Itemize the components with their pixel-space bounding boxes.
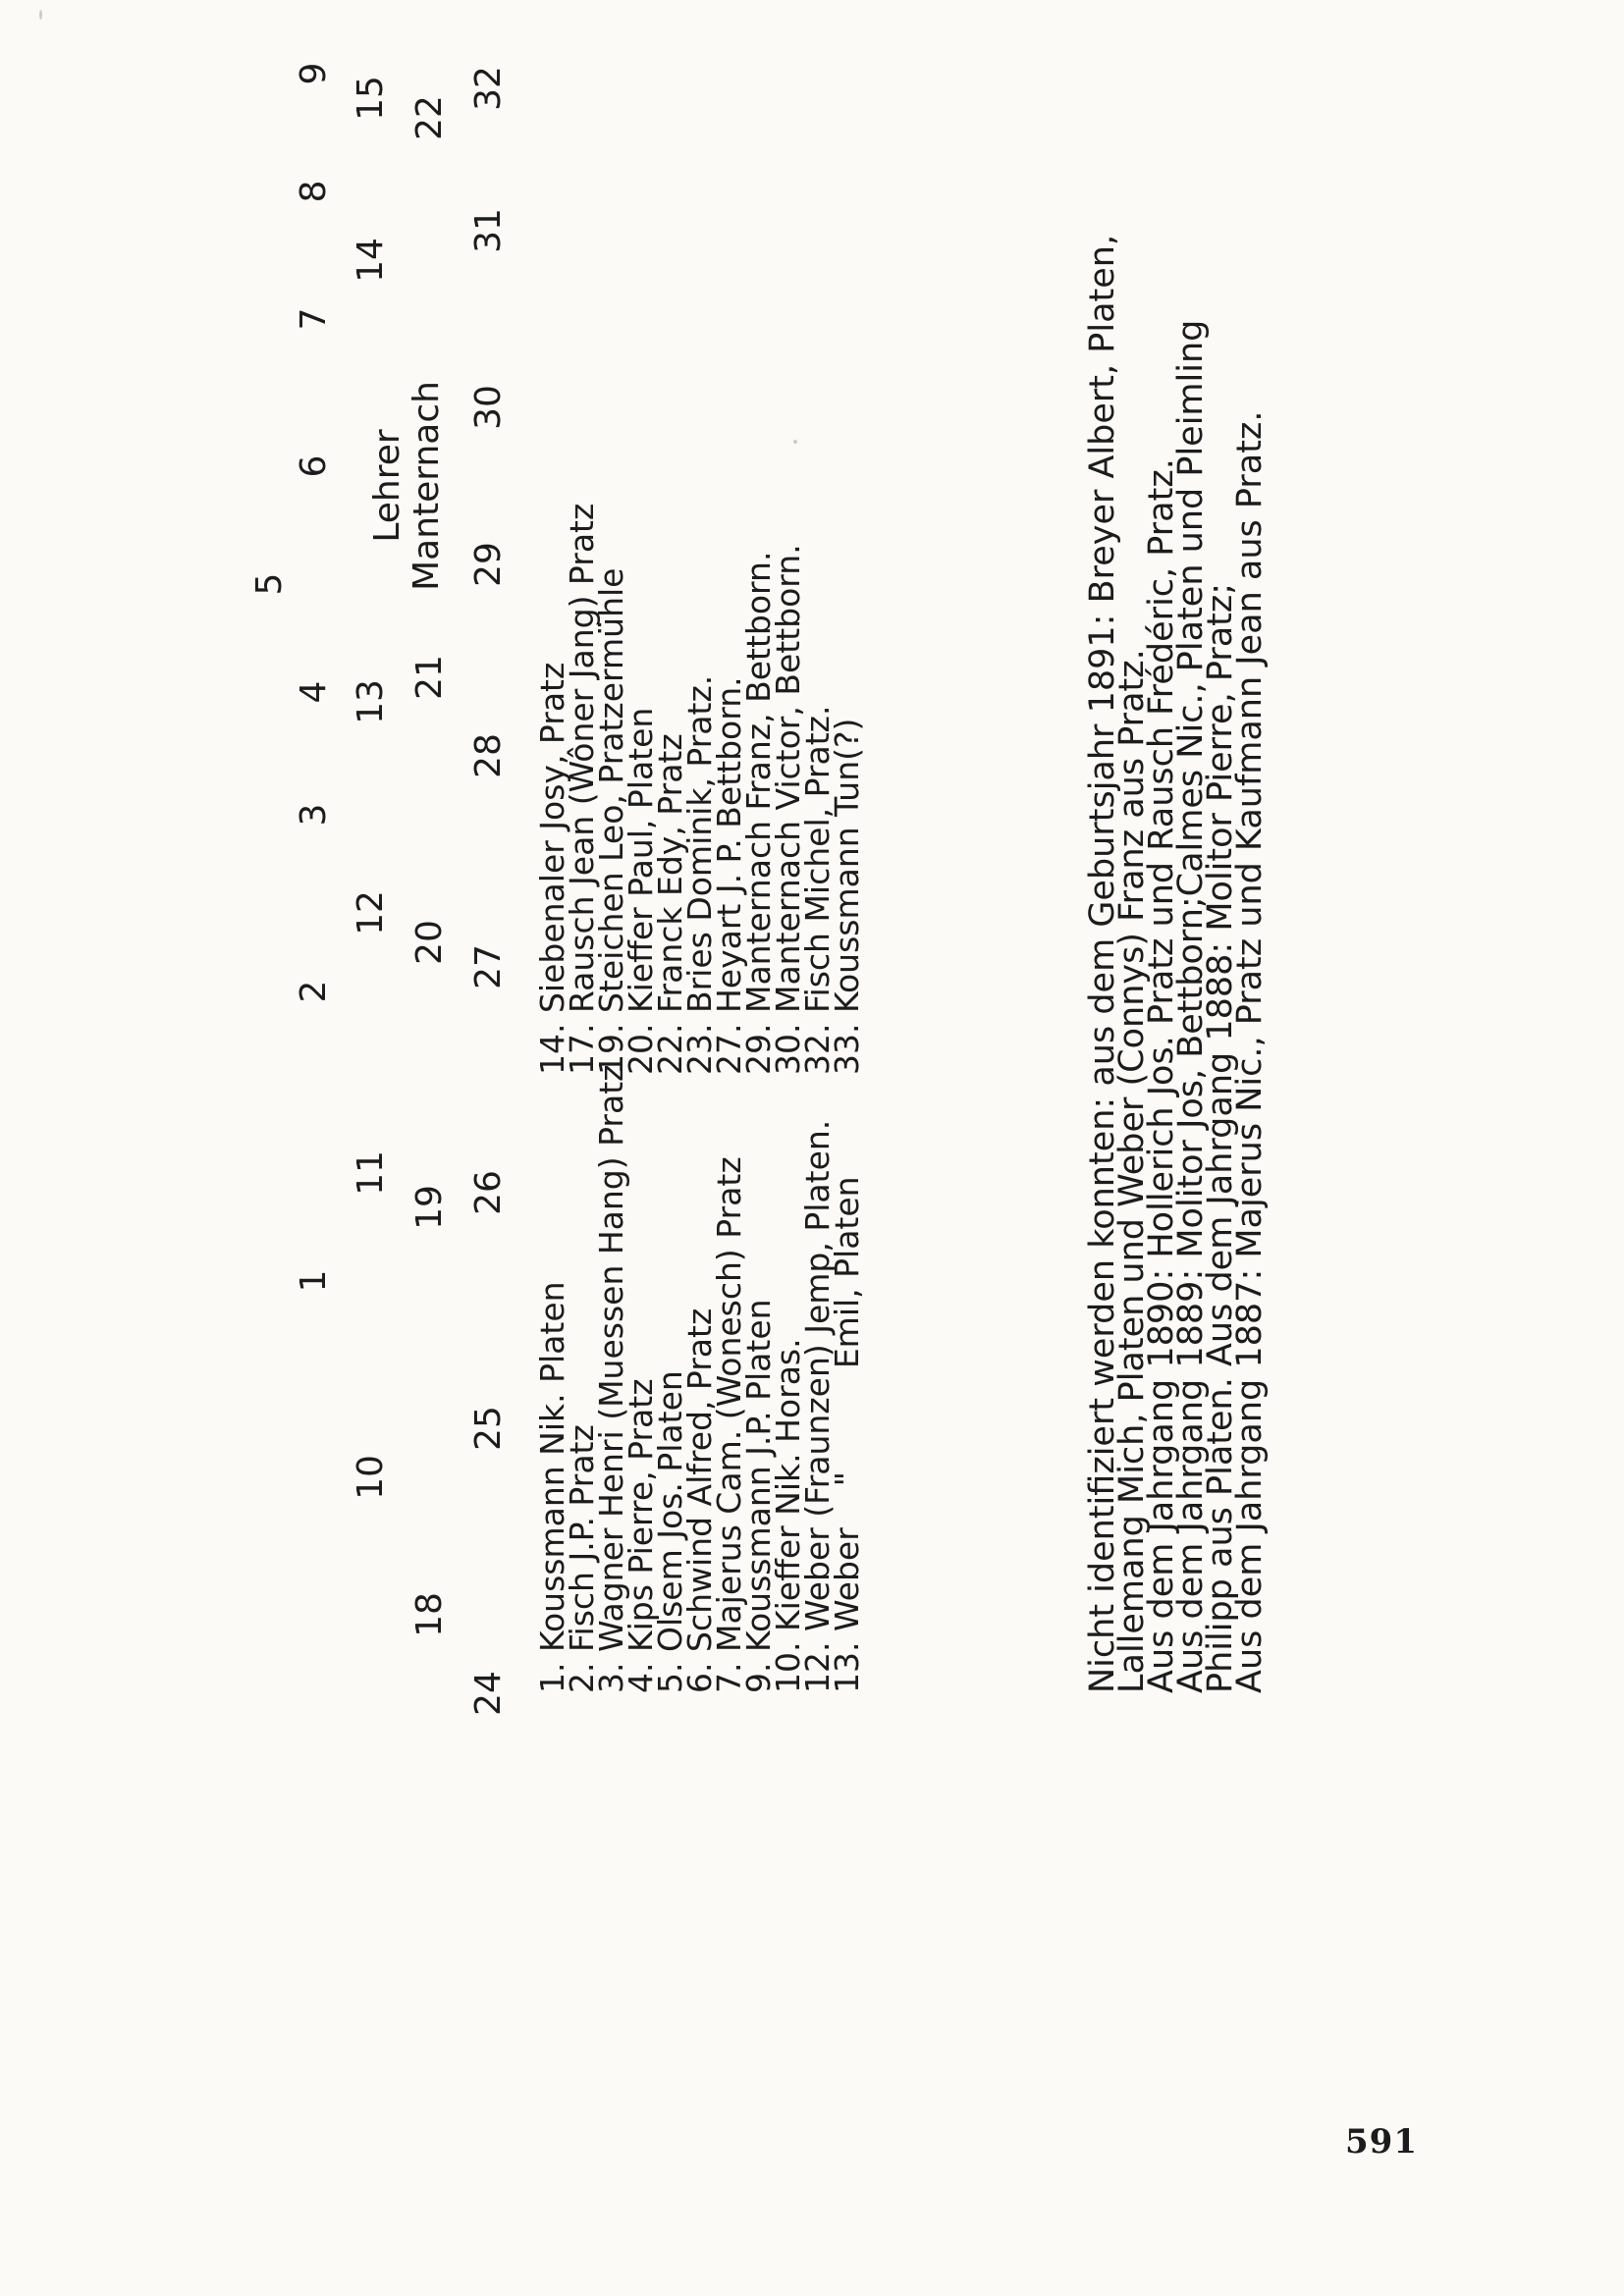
- notes-line: Nicht identifiziert werden konnten: aus dem Geburtsjahr 1891: Breyer Albert, Platen,: [1083, 234, 1122, 1693]
- notes-line: Aus dem Jahrgang 1887: Majerus Nic., Pratz und Kaufmann Jean aus Pratz.: [1230, 410, 1270, 1693]
- position-number: 1: [294, 1269, 334, 1293]
- legend-entry: 13. Weber " Emil, Platen: [828, 1176, 866, 1693]
- legend-entry: 23. Bries Dominik, Pratz.: [680, 674, 719, 1075]
- position-number: 19: [409, 1185, 450, 1230]
- legend-entry: 33. Koussmann Tun(?): [828, 718, 866, 1075]
- position-number: 10: [351, 1455, 391, 1500]
- position-number: 12: [351, 890, 391, 935]
- teacher-name: Manternach: [406, 381, 447, 591]
- page-number: 591: [1345, 2122, 1418, 2162]
- legend-entry: 27. Heyart J. P. Bettborn.: [710, 676, 748, 1075]
- legend-entry: 32. Fisch Michel, Pratz.: [798, 705, 837, 1075]
- position-number: 7: [294, 307, 334, 331]
- legend-entry: 12. Weber (Fraunzen) Jemp, Platen.: [798, 1119, 837, 1693]
- legend-entry: 17. Rausch Jean (Wôner Jang) Pratz: [563, 503, 601, 1075]
- legend-entry: 10. Kieffer Nik. Horas.: [769, 1338, 807, 1693]
- position-number: 29: [468, 542, 509, 587]
- legend-entry: 20. Kieffer Paul, Platen: [622, 707, 660, 1075]
- print-speck: [39, 10, 42, 20]
- position-number: 4: [294, 680, 334, 704]
- notes-line: Aus dem Jahrgang 1890: Hollerich Jos. Pratz und Rausch Frédéric, Pratz.: [1142, 458, 1181, 1693]
- legend-entry: 9. Koussmann J.P. Platen: [739, 1299, 778, 1693]
- position-number: 32: [468, 66, 509, 111]
- position-number: 14: [351, 238, 391, 283]
- notes-line: Aus dem Jahrgang 1889: Molitor Jos, Bettborn;Calmes Nic., Platen und Pleimling: [1171, 319, 1211, 1693]
- legend-entry: 22. Franck Edy, Pratz: [651, 733, 689, 1075]
- position-number: 15: [351, 76, 391, 121]
- legend-entry: 7. Majerus Cam. (Wonesch) Pratz: [710, 1156, 748, 1693]
- legend-row: [830, 719, 865, 1693]
- legend-entry: 2. Fisch J.P. Pratz: [563, 1424, 601, 1693]
- position-number: 2: [294, 980, 334, 1003]
- position-number: 6: [294, 454, 334, 478]
- legend-entry: 19. Steichen Leo, Pratzermühle: [592, 567, 630, 1075]
- position-number: 31: [468, 208, 509, 253]
- legend-entry: 4. Kips Pierre, Pratz: [622, 1378, 660, 1693]
- position-number: 28: [468, 733, 509, 778]
- teacher-title: Lehrer: [367, 429, 407, 543]
- position-number: 5: [249, 572, 290, 596]
- position-number: 20: [409, 920, 450, 965]
- position-number: 21: [409, 655, 450, 700]
- position-number: 9: [294, 62, 334, 85]
- legend-entry: 29. Manternach Franz, Bettborn.: [739, 551, 778, 1075]
- position-number: 25: [468, 1406, 509, 1451]
- legend-entry: 14. Siebenaler Josy, Pratz: [533, 662, 571, 1075]
- rotated-content: [249, 62, 1394, 2037]
- position-number: 24: [468, 1671, 509, 1716]
- position-number: 18: [409, 1592, 450, 1637]
- print-speck: [793, 440, 797, 444]
- legend-entry: 3. Wagner Henri (Muessen Hang) Pratz: [592, 1064, 630, 1693]
- position-number: 8: [294, 180, 334, 203]
- notes-line: Lallemang Mich, Platen und Weber (Connys) Franz aus Pratz.: [1112, 649, 1152, 1693]
- position-number: 27: [468, 944, 509, 989]
- position-number: 3: [294, 803, 334, 827]
- position-number: 30: [468, 385, 509, 430]
- notes-line: Philipp aus Platen. Aus dem Jahrgang 1888: Molitor Pierre, Pratz;: [1201, 582, 1240, 1693]
- position-number: 11: [351, 1150, 391, 1196]
- legend-entry: 5. Olsem Jos. Platen: [651, 1370, 689, 1693]
- position-number: 22: [409, 95, 450, 140]
- legend-entry: 30. Manternach Victor, Bettborn.: [769, 544, 807, 1075]
- legend-entry: 1. Koussmann Nik. Platen: [533, 1281, 571, 1693]
- legend-entry: 6. Schwind Alfred, Pratz: [680, 1308, 719, 1693]
- position-number: 26: [468, 1170, 509, 1215]
- position-number: 13: [351, 679, 391, 724]
